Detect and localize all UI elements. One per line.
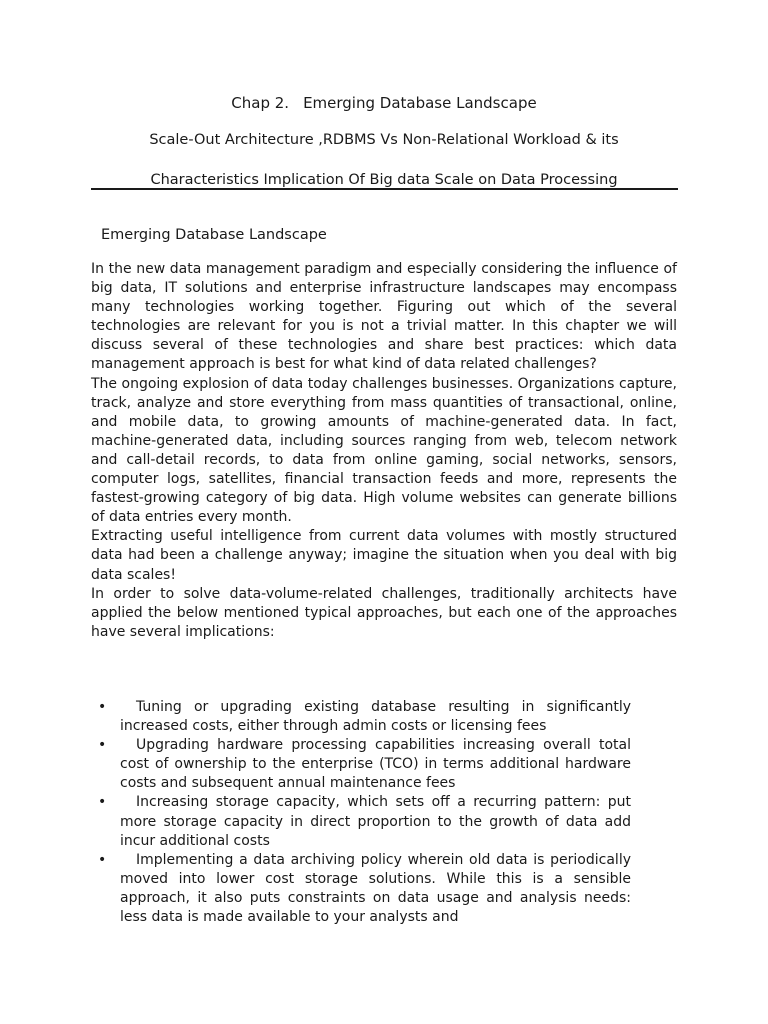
list-item-text: Implementing a data archiving policy wherein old data is periodically moved into lower cost storage solutions. While this is a sensible approach, it also puts constraints on data usage and analysis needs: less data is made available to your analysts and [120, 851, 631, 926]
body-text [91, 260, 677, 642]
paragraph-approaches: In order to solve data-volume-related challenges, traditionally architects have applied the below mentioned typical approaches, but each one of the approaches have several implications: [91, 585, 677, 640]
bullet-icon: • [98, 737, 107, 754]
bullet-icon: • [98, 699, 107, 715]
bullet-icon: • [98, 851, 107, 868]
subtitle-line-2: Characteristics Implication Of Big data Scale on Data Processing [150, 172, 618, 188]
paragraph-intro: In the new data management paradigm and especially considering the influence of big data, IT solutions and enterprise infrastructure landscapes may encompass many technologies working together. Figuring out which of the several technologies are relevant for you is not a trivial matter. In this chapter we will discuss several of these technologies and share best practices: which data management approach is best for what kind of data related challenges? [91, 261, 677, 373]
bullet-icon: • [98, 794, 107, 811]
title-divider [91, 188, 678, 190]
list-item [98, 698, 631, 736]
chapter-name: Emerging Database Landscape [303, 94, 537, 112]
paragraph-extracting-intelligence: Extracting useful intelligence from current data volumes with mostly structured data had been a challenge anyway; imagine the situation when you deal with big data scales! [91, 528, 677, 583]
section-heading: Emerging Database Landscape [101, 227, 327, 243]
subtitle-line-1: Scale-Out Architecture ,RDBMS Vs Non-Relational Workload & its [149, 132, 619, 148]
list-item-text: Increasing storage capacity, which sets off a recurring pattern: put more storage capacity in direct proportion to the growth of data add incur additional costs [120, 794, 631, 849]
list-item-text: Tuning or upgrading existing database resulting in significantly increased costs, either through admin costs or licensing fees [120, 699, 631, 735]
chapter-number: Chap 2. [231, 94, 290, 112]
list-item-text: Upgrading hardware processing capabilities increasing overall total cost of ownership to the enterprise (TCO) in terms additional hardware costs and subsequent annual maintenance fees [120, 737, 631, 792]
list-item [98, 851, 631, 927]
list-item [98, 736, 631, 793]
list-item [98, 793, 631, 850]
chapter-title [0, 93, 768, 113]
paragraph-data-explosion: The ongoing explosion of data today challenges businesses. Organizations capture, track, analyze and store everything from mass quantities of transactional, online, and mobile data, to growing amounts of machine-generated data. In fact, machine-generated data, including sources ranging from web, telecom network and call-detail records, to data from online gaming, social networks, sensors, computer logs, satellites, financial transaction feeds and more, represents the fastest-growing category of big data. High volume websites can generate billions of data entries every month. [91, 375, 677, 526]
approaches-list [0, 698, 768, 927]
